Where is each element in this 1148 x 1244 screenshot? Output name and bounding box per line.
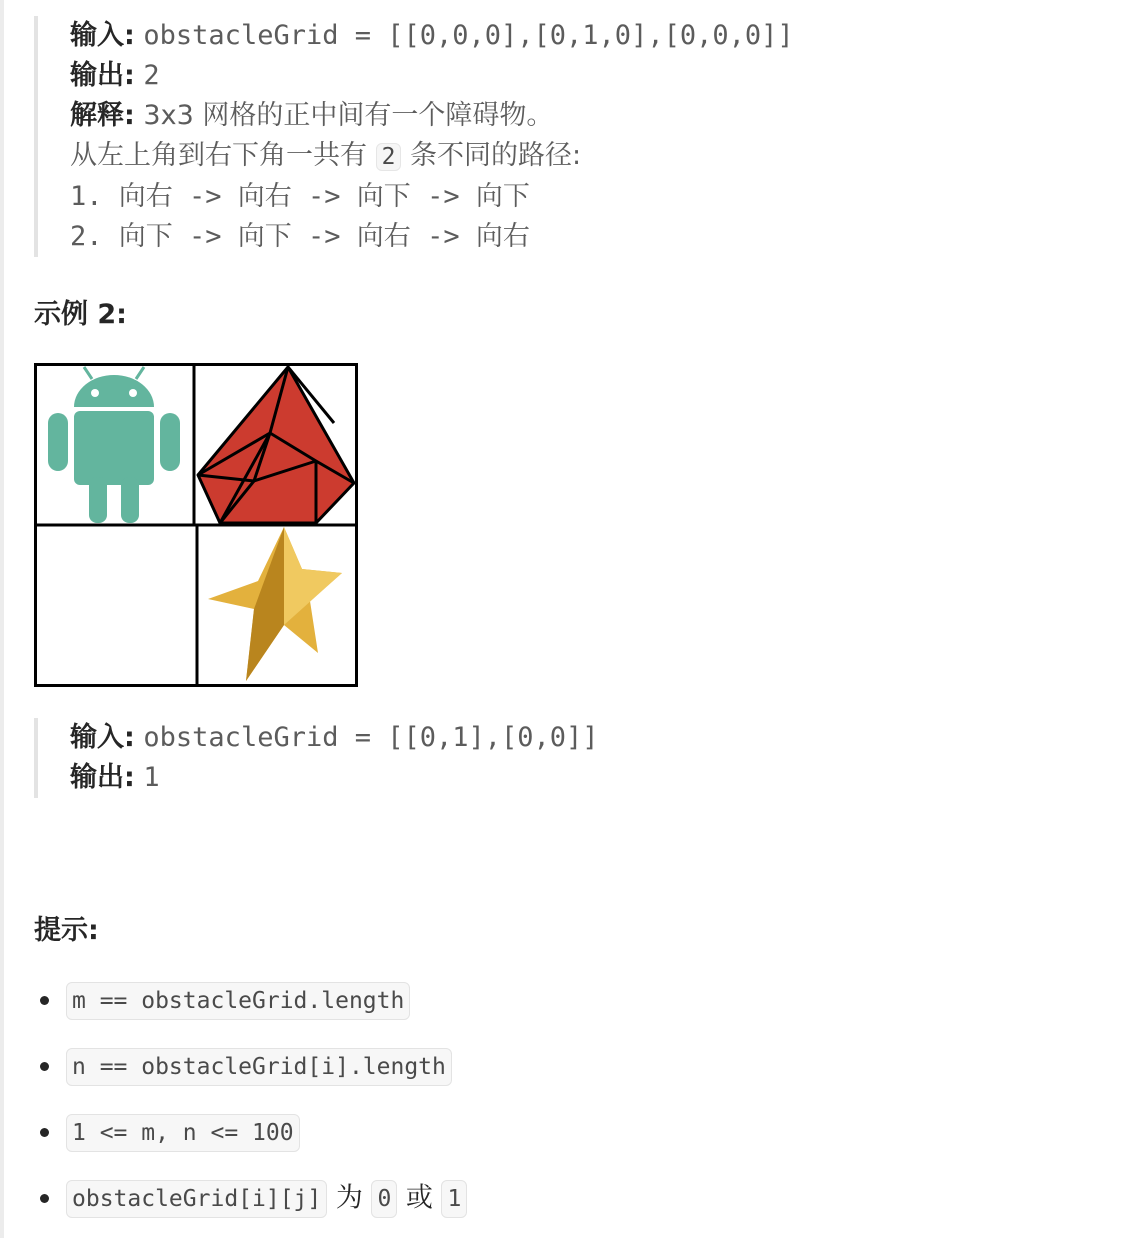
explain-label: 解释: <box>70 100 135 131</box>
path-1: 1. 向右 -> 向右 -> 向下 -> 向下 <box>70 181 530 212</box>
example-1-block <box>34 16 1030 257</box>
output-label: 输出: <box>70 762 135 793</box>
example-1-output-row <box>70 56 1030 96</box>
example-2-block <box>34 718 1030 798</box>
hint-item <box>34 1046 467 1086</box>
input-value: obstacleGrid = [[0,0,0],[0,1,0],[0,0,0]] <box>143 20 794 51</box>
example-2-heading: 示例 2: <box>34 299 127 330</box>
hint-code-one: 1 <box>441 1180 467 1218</box>
paths-count: 2 <box>376 143 402 171</box>
paths-suffix: 条不同的路径: <box>410 140 582 171</box>
input-label: 输入: <box>70 722 135 753</box>
hint-code: 1 <= m, n <= 100 <box>66 1114 300 1152</box>
bullet-icon <box>40 1062 49 1071</box>
hint-code: m == obstacleGrid.length <box>66 982 410 1020</box>
bullet-icon <box>40 1194 49 1203</box>
output-value: 2 <box>143 60 160 91</box>
bullet-icon <box>40 996 49 1005</box>
hint-item <box>34 980 467 1020</box>
example-2-input-row <box>70 718 1030 758</box>
hint-word-or: 或 <box>405 1182 433 1214</box>
example-1-input-row <box>70 16 1030 56</box>
left-rule <box>0 0 4 1238</box>
bullet-icon <box>40 1128 49 1137</box>
hint-code: obstacleGrid[i][j] <box>66 1180 327 1218</box>
example-2-output-row <box>70 758 1030 798</box>
hints-list <box>34 980 467 1244</box>
example-1-paths-row <box>70 136 1030 177</box>
output-value: 1 <box>143 762 160 793</box>
input-label: 输入: <box>70 20 135 51</box>
path-2: 2. 向下 -> 向下 -> 向右 -> 向右 <box>70 221 530 252</box>
hint-code-zero: 0 <box>371 1180 397 1218</box>
hint-item <box>34 1112 467 1152</box>
example-2-grid-image <box>34 363 358 687</box>
hint-word-is: 为 <box>335 1182 363 1214</box>
paths-prefix: 从左上角到右下角一共有 <box>70 140 367 171</box>
hints-heading: 提示: <box>34 915 99 946</box>
example-1-explain-row <box>70 96 1030 136</box>
hint-code: n == obstacleGrid[i].length <box>66 1048 452 1086</box>
explain-text: 3x3 网格的正中间有一个障碍物。 <box>143 100 554 131</box>
input-value: obstacleGrid = [[0,1],[0,0]] <box>143 722 599 753</box>
output-label: 输出: <box>70 60 135 91</box>
hint-item <box>34 1178 467 1218</box>
